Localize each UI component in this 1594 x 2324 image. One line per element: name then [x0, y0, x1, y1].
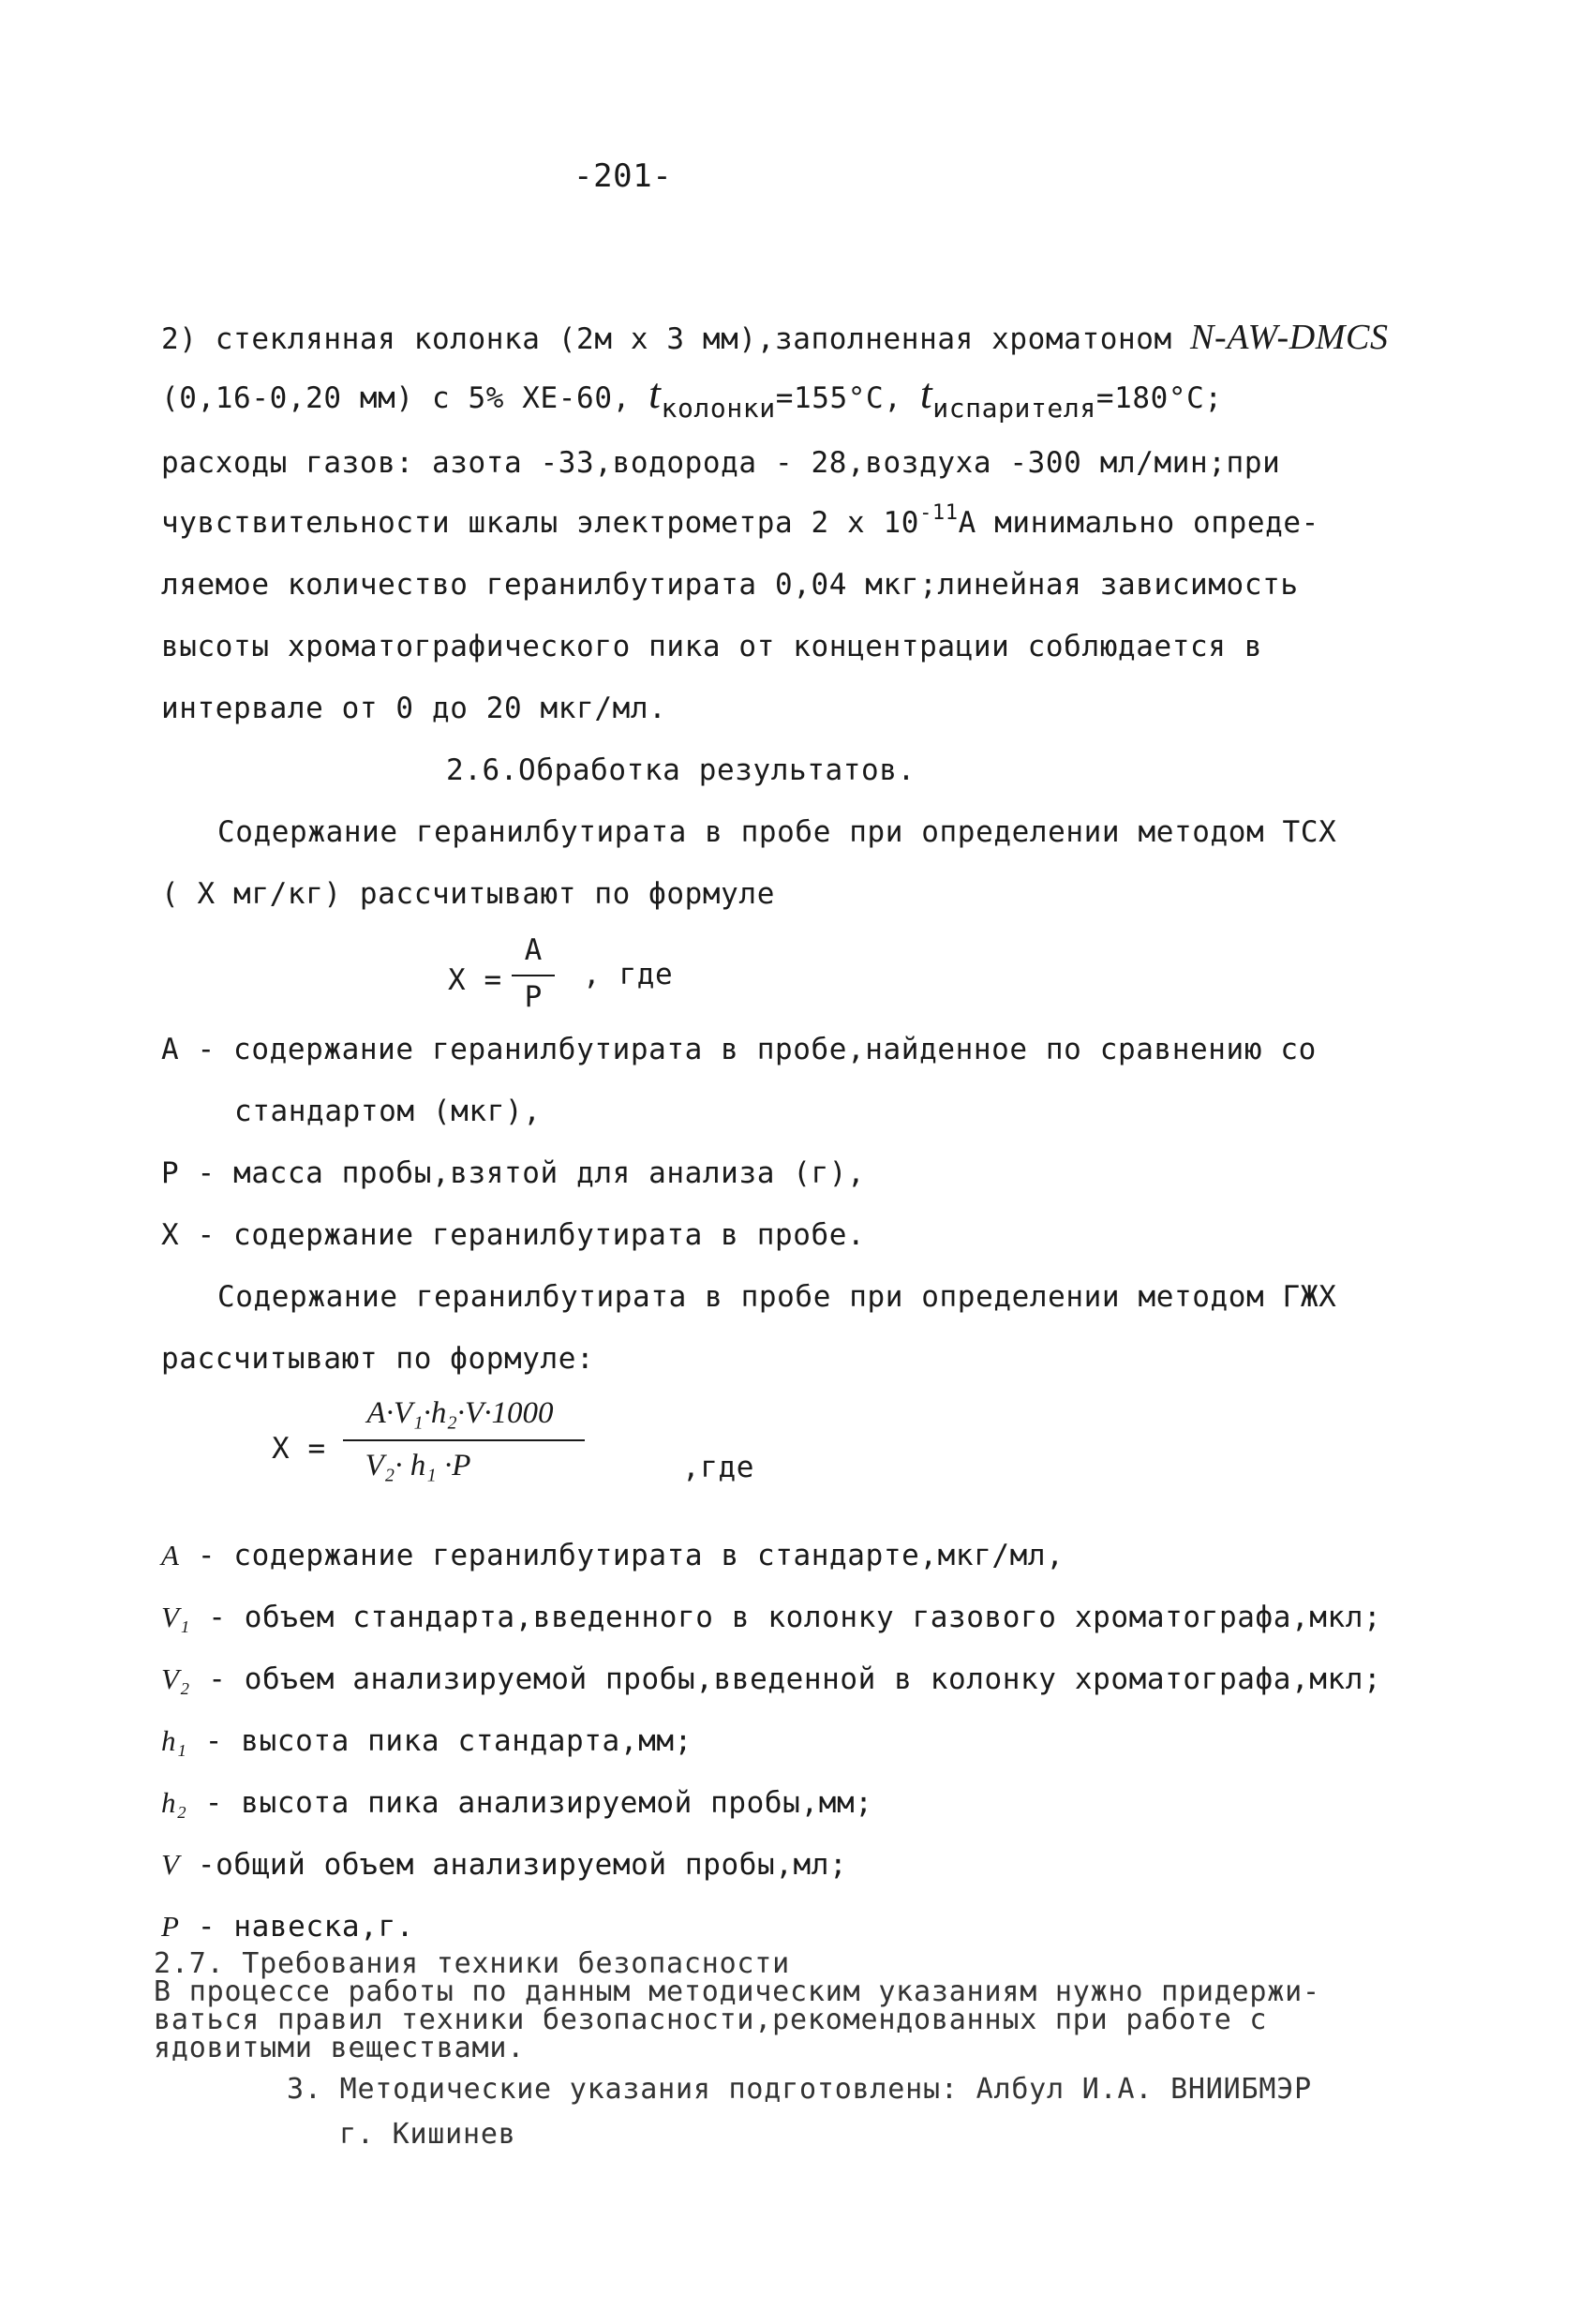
def-symbol: Р — [161, 1156, 180, 1190]
para1-line6: высоты хроматографического пика от концентрации соблюдается в — [161, 630, 1263, 663]
exponent: -11 — [919, 501, 959, 525]
section-heading: 2.6.Обработка результатов. — [446, 753, 916, 787]
t-symbol-1: t — [648, 369, 662, 417]
para1-line4-a: чувствительности шкалы электрометра 2 х 10 — [161, 506, 920, 540]
safety-line2: ваться правил техники безопасности,рекомендованных при работе с — [154, 2004, 1268, 2036]
gzhx-line1: Содержание геранилбутирата в пробе при определении методом ГЖХ — [217, 1280, 1337, 1314]
def-symbol: А — [161, 1033, 180, 1066]
tsx-line2: ( Х мг/кг) рассчитывают по формуле — [161, 877, 775, 911]
fraction-bar — [512, 975, 555, 976]
gzhx-def-p — [161, 1908, 414, 1945]
safety-heading: 2.7. Требования техники безопасности — [154, 1947, 791, 1980]
para1-line2 — [161, 369, 1223, 424]
tsx-numerator: А — [524, 933, 543, 967]
para1-line3: расходы газов: азота -33,водорода - 28,воздуха -300 мл/мин;при — [161, 446, 1281, 480]
page-number: -201- — [574, 157, 673, 195]
gzhx-formula-lhs: Х = — [272, 1432, 326, 1466]
tsx-def-x — [161, 1216, 865, 1254]
para1-line4-b: А минимально опреде- — [958, 506, 1319, 540]
t-evaporator-value: =180°C; — [1095, 381, 1223, 415]
gzhx-numerator: A·V₁·h₂·V·1000 — [366, 1396, 554, 1430]
gzhx-def-a — [161, 1537, 1064, 1574]
def-symbol: Х — [161, 1218, 180, 1252]
tsx-line1: Содержание геранилбутирата в пробе при определении методом ТСХ — [217, 815, 1337, 849]
def-text: - масса пробы,взятой для анализа (г), — [197, 1156, 866, 1190]
gzhx-line2: рассчитывают по формуле: — [161, 1342, 595, 1376]
gzhx-def-v1 — [161, 1599, 1381, 1636]
safety-line1: В процессе работы по данным методическим указаниям нужно придержи- — [154, 1975, 1320, 2008]
def-symbol: V₂ — [161, 1662, 190, 1695]
def-symbol: P — [161, 1910, 180, 1943]
sorbent-name: N-AW-DMCS — [1190, 318, 1389, 357]
authors-line2: г. Кишинев — [339, 2118, 516, 2151]
def-text: - объем стандарта,введенного в колонку газового хроматографа,мкл; — [208, 1601, 1382, 1634]
t-sub-column: колонки — [661, 393, 776, 424]
tsx-def-a — [161, 1031, 1317, 1068]
gzhx-denominator: V₂· h₁ ·P — [365, 1449, 471, 1482]
para1-line4 — [161, 501, 1319, 545]
t-symbol-2: t — [919, 369, 933, 417]
def-symbol: h₂ — [161, 1786, 187, 1819]
def-symbol: V₁ — [161, 1601, 190, 1633]
tsx-denominator: Р — [524, 980, 543, 1014]
t-sub-evaporator: испарителя — [932, 393, 1096, 424]
tsx-def-a-cont: стандартом (мкг), — [234, 1095, 542, 1128]
safety-line3: ядовитыми веществами. — [154, 2032, 526, 2064]
def-text: - объем анализируемой пробы,введенной в колонку хроматографа,мкл; — [208, 1662, 1382, 1696]
gzhx-formula-tail: ,где — [682, 1451, 755, 1484]
tsx-formula-lhs: Х = — [448, 963, 502, 997]
para1-line7: интервале от 0 до 20 мкг/мл. — [161, 692, 667, 725]
authors-line1: 3. Методические указания подготовлены: Албул И.А. ВНИИБМЭР — [287, 2073, 1312, 2106]
def-symbol: A — [161, 1539, 180, 1572]
gzhx-def-v2 — [161, 1661, 1381, 1698]
tsx-def-p — [161, 1155, 865, 1192]
def-text: - высота пика стандарта,мм; — [204, 1724, 693, 1758]
def-text: - навеска,г. — [197, 1910, 414, 1944]
para1-line1-text: 2) стеклянная колонка (2м х 3 мм),заполненная хроматоном — [161, 322, 1172, 356]
def-symbol: V — [161, 1848, 180, 1881]
def-text: - содержание геранилбутирата в пробе,найденное по сравнению со — [197, 1033, 1317, 1066]
tsx-formula-tail: , где — [583, 958, 674, 991]
def-text: - содержание геранилбутирата в пробе. — [197, 1218, 866, 1252]
gzhx-def-h1 — [161, 1722, 693, 1760]
t-column-value: =155°C, — [775, 381, 902, 415]
def-text: - высота пика анализируемой пробы,мм; — [204, 1786, 873, 1820]
gzhx-def-v — [161, 1846, 847, 1884]
def-symbol: h₁ — [161, 1724, 187, 1757]
para1-line1 — [161, 319, 1389, 358]
para1-line2-a: (0,16-0,20 мм) с 5% XE-60, — [161, 381, 631, 415]
def-text: - содержание геранилбутирата в стандарте,мкг/мл, — [197, 1539, 1065, 1572]
fraction-bar — [343, 1439, 585, 1441]
def-text: -общий объем анализируемой пробы,мл; — [197, 1848, 848, 1882]
para1-line5: ляемое количество геранилбутирата 0,04 мкг;линейная зависимость — [161, 568, 1299, 602]
gzhx-def-h2 — [161, 1784, 873, 1822]
